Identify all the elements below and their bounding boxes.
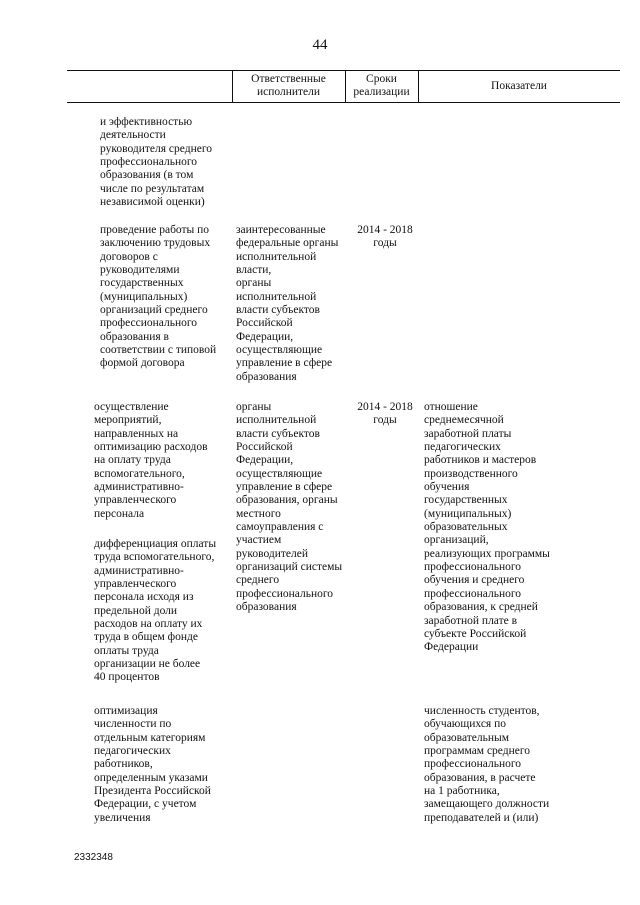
indicators-cell: численность студентов, обучающихся по образовательным программам среднего профессионального образования, в расчете на 1 работника, замещающего должности преподавателей и (или) xyxy=(424,705,550,824)
activity-cell: осуществление мероприятий, направленных на оптимизацию расходов на оплату труда вспомогательного, административно- управленческого персонала xyxy=(94,401,208,520)
activity-cell: и эффективностью деятельности руководителя среднего профессионального образования (в том числе по результатам независимой оценки) xyxy=(100,116,213,209)
executors-cell: органы исполнительной власти субъектов Российской Федерации, осуществляющие управление в сфере образования, органы местного самоуправления с участием руководителей организаций системы среднего профессионального образования xyxy=(236,401,343,614)
executors-cell: заинтересованные федеральные органы исполнительной власти, органы исполнительной власти субъектов Российской Федерации, осуществляющие управление в сфере образования xyxy=(236,224,339,383)
header-executors: Ответственные исполнители xyxy=(251,73,326,98)
page-number: 44 xyxy=(312,37,328,53)
header-top-rule xyxy=(67,70,620,71)
indicators-cell: отношение среднемесячной заработной платы педагогических работников и мастеров производственного обучения государственных (муниципальных) образовательных организаций, реализующих программы профессионального обучения и среднего профессионального образования, к средней заработной плате в субъекте Российской Федерации xyxy=(424,401,550,654)
document-code: 2332348 xyxy=(74,852,113,863)
activity-cell: проведение работы по заключению трудовых договоров с руководителями государственных (муниципальных) организаций среднего профессионального образования в соответствии с типовой формой договора xyxy=(100,224,217,370)
terms-cell: 2014 - 2018 годы xyxy=(357,224,413,250)
activity-cell: дифференциация оплаты труда вспомогательного, административно- управленческого персонала исходя из предельной доли расходов на оплату их труда в общем фонде оплаты труда организации не более 40 процентов xyxy=(94,538,217,684)
terms-cell: 2014 - 2018 годы xyxy=(357,401,413,427)
activity-cell: оптимизация численности по отдельным категориям педагогических работников, определенным указами Президента Российской Федерации, с учетом увеличения xyxy=(94,705,211,824)
header-bottom-rule xyxy=(67,102,620,103)
header-indicators: Показатели xyxy=(491,80,547,92)
header-terms: Сроки реализации xyxy=(353,73,410,98)
